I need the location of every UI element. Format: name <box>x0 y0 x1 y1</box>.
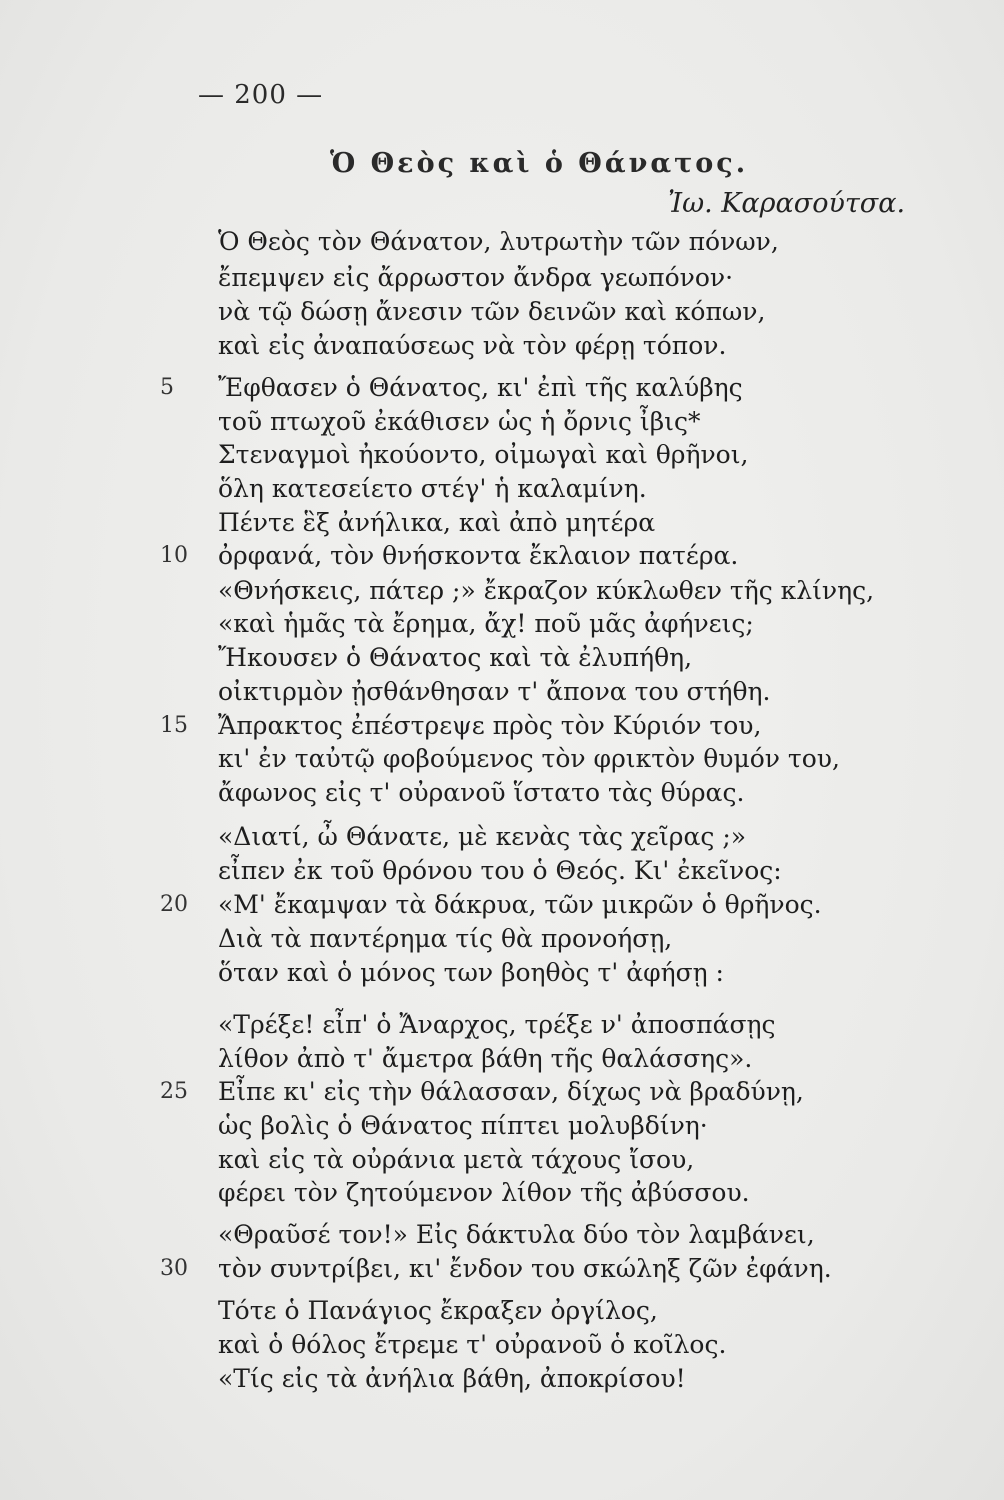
poem-line: Ἄπρακτος ἐπέστρεψε πρὸς τὸν Κύριόν του, <box>218 711 762 740</box>
poem-line: τὸν συντρίβει, κι' ἔνδον του σκώληξ ζῶν ἐφάνη. <box>218 1254 832 1283</box>
poem-line: Ὁ Θεὸς τὸν Θάνατον, λυτρωτὴν τῶν πόνων, <box>218 227 779 256</box>
poem-line: ἄφωνος εἰς τ' οὐρανοῦ ἵστατο τὰς θύρας. <box>218 778 745 807</box>
line-number: 10 <box>160 543 188 568</box>
poem-line: ἔπεμψεν εἰς ἄρρωστον ἄνδρα γεωπόνον· <box>218 263 734 292</box>
poem-line: Πέντε ἓξ ἀνήλικα, καὶ ἀπὸ μητέρα <box>218 508 656 537</box>
poem-line: Διὰ τὰ παντέρημα τίς θὰ προνοήσῃ, <box>218 924 673 953</box>
poem-line: «καὶ ἡμᾶς τὰ ἔρημα, ἄχ! ποῦ μᾶς ἀφήνεις; <box>218 609 754 638</box>
poem-line: «Διατί, ὦ Θάνατε, μὲ κενὰς τὰς χεῖρας ;» <box>218 822 747 851</box>
poem-line: «Θραῦσέ τον!» Εἰς δάκτυλα δύο τὸν λαμβάνει, <box>218 1220 815 1249</box>
poem-line: καὶ ὁ θόλος ἔτρεμε τ' οὐρανοῦ ὁ κοῖλος. <box>218 1330 727 1359</box>
poem-line: τοῦ πτωχοῦ ἐκάθισεν ὡς ἡ ὄρνις ἶβις* <box>218 407 701 436</box>
poem-line: Ἔφθασεν ὁ Θάνατος, κι' ἐπὶ τῆς καλύβης <box>218 373 743 402</box>
poem-line: φέρει τὸν ζητούμενον λίθον τῆς ἀβύσσου. <box>218 1178 750 1207</box>
poem-line: ὡς βολὶς ὁ Θάνατος πίπτει μολυβδίνη· <box>218 1111 708 1140</box>
poem-line: «Μ' ἔκαμψαν τὰ δάκρυα, τῶν μικρῶν ὁ θρῆνος. <box>218 890 822 919</box>
poem-author: Ἰω. Καρασούτσα. <box>668 188 906 219</box>
poem-line: οἰκτιρμὸν ᾐσθάνθησαν τ' ἄπονα του στήθη. <box>218 677 771 706</box>
poem-line: ὀρφανά, τὸν θνήσκοντα ἔκλαιον πατέρα. <box>218 541 739 570</box>
poem-title: Ὁ Θεὸς καὶ ὁ Θάνατος. <box>330 148 749 179</box>
line-number: 15 <box>160 713 188 738</box>
poem-line: Τότε ὁ Πανάγιος ἔκραξεν ὀργίλος, <box>218 1296 658 1325</box>
poem-line: «Τίς εἰς τὰ ἀνήλια βάθη, ἀποκρίσου! <box>218 1364 686 1393</box>
poem-line: ὅταν καὶ ὁ μόνος των βοηθὸς τ' ἀφήσῃ : <box>218 958 724 987</box>
poem-line: λίθον ἀπὸ τ' ἄμετρα βάθη τῆς θαλάσσης». <box>218 1044 753 1073</box>
line-number: 30 <box>160 1256 188 1281</box>
line-number: 5 <box>160 375 174 400</box>
poem-line: Εἶπε κι' εἰς τὴν θάλασσαν, δίχως νὰ βραδύνῃ, <box>218 1077 804 1106</box>
poem-line: εἶπεν ἐκ τοῦ θρόνου του ὁ Θεός. Κι' ἐκεῖνος: <box>218 856 782 885</box>
line-number: 20 <box>160 892 188 917</box>
poem-line: νὰ τῷ δώσῃ ἄνεσιν τῶν δεινῶν καὶ κόπων, <box>218 297 766 326</box>
poem-line: «Τρέξε! εἶπ' ὁ Ἄναρχος, τρέξε ν' ἀποσπάσῃς <box>218 1010 776 1039</box>
poem-line: κι' ἐν ταὐτῷ φοβούμενος τὸν φρικτὸν θυμόν του, <box>218 744 840 773</box>
poem-line: «Θνήσκεις, πάτερ ;» ἔκραζον κύκλωθεν τῆς κλίνης, <box>218 576 875 605</box>
poem-line: καὶ εἰς ἀναπαύσεως νὰ τὸν φέρῃ τόπον. <box>218 331 727 360</box>
poem-line: Στεναγμοὶ ἠκούοντο, οἰμωγαὶ καὶ θρῆνοι, <box>218 440 749 469</box>
poem-line: καὶ εἰς τὰ οὐράνια μετὰ τάχους ἴσου, <box>218 1145 695 1174</box>
poem-line: ὅλη κατεσείετο στέγ' ἡ καλαμίνη. <box>218 474 647 503</box>
line-number: 25 <box>160 1079 188 1104</box>
poem-line: Ἤκουσεν ὁ Θάνατος καὶ τὰ ἐλυπήθη, <box>218 643 693 672</box>
page-number: — 200 — <box>198 80 324 110</box>
